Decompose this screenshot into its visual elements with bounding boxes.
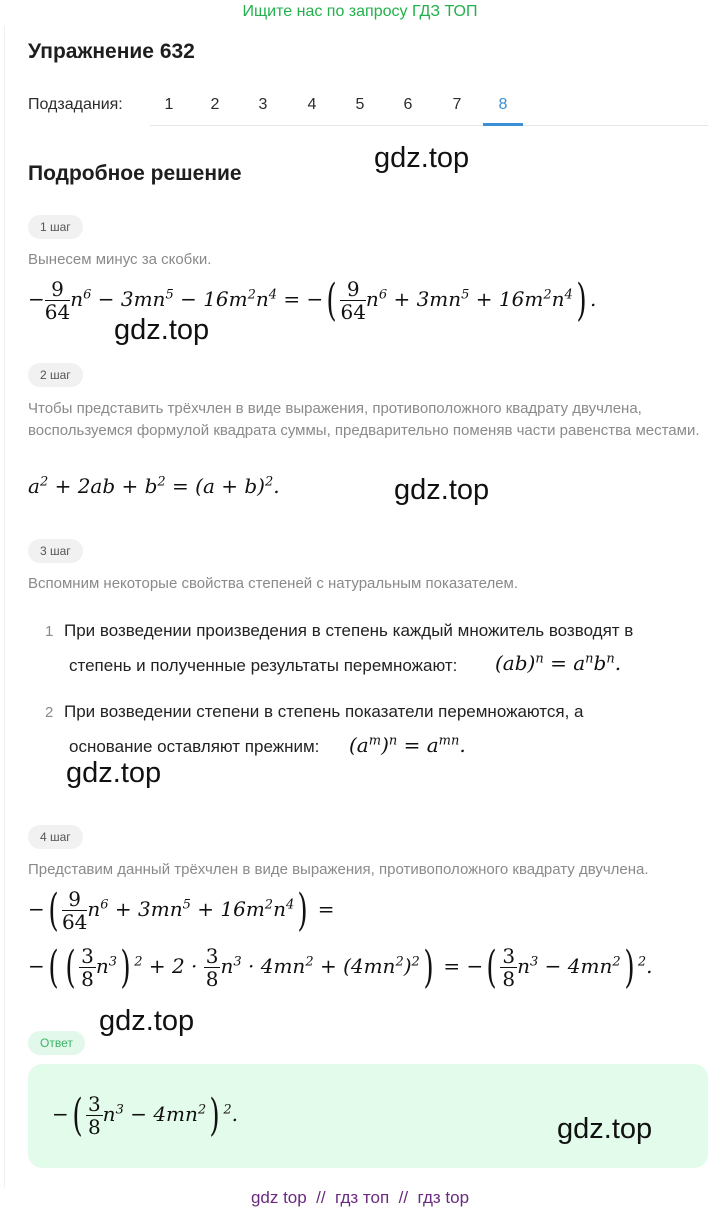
subtask-tab-7[interactable]: 7	[452, 96, 462, 113]
property-text-1a: При возведении произведения в степень каждый множитель возводят в	[64, 621, 634, 640]
step-badge-3: 3 шаг	[28, 539, 83, 563]
subtask-tab-5[interactable]: 5	[355, 96, 365, 113]
watermark: gdz.top	[99, 1005, 195, 1037]
subtask-tab-2[interactable]: 2	[210, 96, 220, 113]
step-badge-1: 1 шаг	[28, 215, 83, 239]
property-number-2: 2	[45, 704, 54, 721]
subtask-tab-4[interactable]: 4	[307, 96, 317, 113]
subtask-tab-3[interactable]: 3	[258, 96, 268, 113]
watermark: gdz.top	[557, 1113, 653, 1145]
formula-property-1: $(ab)^n = a^nb^n$.	[495, 651, 622, 675]
formula-step-4a: −( $\frac{9}{64}$ $n^6 + 3mn^5 + 16m^2n^4$) =	[28, 885, 335, 936]
footer-links[interactable]: gdz top // гдз топ // гдз top	[250, 1188, 470, 1207]
step-text-4: Представим данный трёхчлен в виде выражения, противоположного квадрату двучлена.	[28, 861, 649, 878]
subtask-tab-8[interactable]: 8	[498, 96, 508, 113]
formula-step-1: − $\frac{9}{64}$ $n^6 - 3mn^5 - 16m^2n^4$ = −( $\frac{9}{64}$ $n^6 + 3mn^5 + 16m^2n^4$) .	[28, 275, 597, 326]
step-text-3: Вспомним некоторые свойства степеней с натуральным показателем.	[28, 575, 519, 592]
subtask-tab-6[interactable]: 6	[403, 96, 413, 113]
watermark: gdz.top	[114, 314, 210, 346]
property-text-2b: основание оставляют прежним:	[69, 737, 320, 756]
answer-formula: −( $\frac{3}{8}$ $n^3 - 4mn^2$) $^2$.	[52, 1090, 238, 1141]
formula-step-2: $a^2 + 2ab + b^2 = (a + b)^2$.	[28, 474, 280, 498]
step-badge-4: 4 шаг	[28, 825, 83, 849]
step-badge-2: 2 шаг	[28, 363, 83, 387]
tabs-divider	[150, 125, 708, 126]
property-text-1b: степень и полученные результаты перемножают:	[69, 656, 458, 675]
step-text-1: Вынесем минус за скобки.	[28, 251, 212, 268]
watermark: gdz.top	[394, 474, 490, 506]
subtasks-label: Подзадания:	[28, 96, 123, 113]
formula-step-4b: −( ( $\frac{3}{8}$ $n^3$) $^2$ + 2 · $\frac{3}{8}$ $n^3 \cdot 4mn^2 + (4mn^2)^2$) = −( $\frac{3}{8}$ $n^3 - 4mn^2$) $^2$.	[28, 942, 653, 993]
top-banner: Ищите нас по запросу ГДЗ ТОП	[242, 3, 478, 20]
watermark: gdz.top	[374, 142, 470, 174]
answer-badge: Ответ	[28, 1031, 85, 1055]
watermark: gdz.top	[66, 757, 162, 789]
subtask-tab-1[interactable]: 1	[164, 96, 174, 113]
active-tab-indicator	[483, 123, 523, 126]
property-number-1: 1	[45, 623, 54, 640]
property-text-2a: При возведении степени в степень показатели перемножаются, а	[64, 702, 584, 721]
step-text-2: Чтобы представить трёхчлен в виде выражения, противоположного квадрату двучлена, воспользуемся формулой квадрата суммы, предварительно поменяв части равенства местами.	[28, 400, 700, 439]
section-title: Подробное решение	[28, 162, 242, 185]
formula-property-2: $(a^m)^n = a^{mn}$.	[349, 733, 466, 757]
page-title: Упражнение 632	[28, 40, 195, 63]
